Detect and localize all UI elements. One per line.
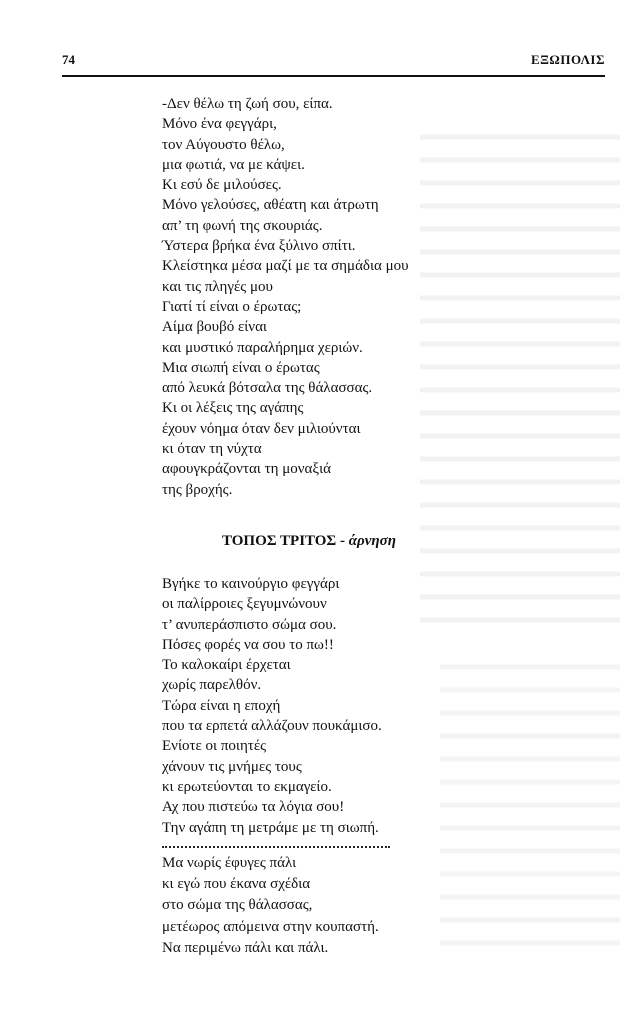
poem-line: και μυστικό παραλήρημα χεριών.	[162, 339, 363, 356]
poem-line: μετέωρος απόμεινα στην κουπαστή.	[162, 918, 379, 935]
page-number: 74	[62, 52, 75, 67]
poem-stanza-one	[162, 94, 409, 500]
poem-stanza-two	[162, 574, 382, 838]
poem-line: χωρίς παρελθόν.	[162, 677, 262, 694]
poem-line: Ενίοτε οι ποιητές	[162, 738, 267, 755]
poem-line: Το καλοκαίρι έρχεται	[162, 657, 291, 674]
poem-line: της βροχής.	[162, 481, 233, 498]
poem-line: κι εγώ που έκανα σχέδια	[162, 876, 311, 893]
poem-line: Γιατί τί είναι ο έρωτας;	[162, 298, 302, 315]
poem-line: έχουν νόημα όταν δεν μιλιούνται	[162, 420, 361, 437]
dotted-separator	[162, 846, 390, 848]
poem-line: απ’ τη φωνή της σκουριάς.	[162, 217, 323, 234]
page-header	[62, 52, 605, 72]
poem-line: Μόνο γελούσες, αθέατη και άτρωτη	[162, 197, 379, 214]
poem-line: Την αγάπη τη μετράμε με τη σιωπή.	[162, 819, 379, 836]
poem-line: Να περιμένω πάλι και πάλι.	[162, 939, 329, 956]
poem-line: Τώρα είναι η εποχή	[162, 697, 281, 714]
poem-line: από λευκά βότσαλα της θάλασσας.	[162, 380, 373, 397]
running-title: ΕΞΩΠΟΛΙΣ	[530, 52, 605, 67]
header-rule	[62, 75, 605, 77]
poem-line: κι όταν τη νύχτα	[162, 441, 262, 458]
poem-line: τ’ ανυπεράσπιστο σώμα σου.	[162, 616, 337, 633]
poem-line: τον Αύγουστο θέλω,	[162, 136, 285, 153]
poem-stanza-three	[162, 853, 379, 959]
poem-line: μια φωτιά, να με κάψει.	[162, 156, 305, 173]
section-heading	[222, 533, 396, 550]
bleed-through-text	[420, 120, 620, 640]
poem-line: Αχ που πιστεύω τα λόγια σου!	[162, 799, 345, 816]
poem-line: Κλείστηκα μέσα μαζί με τα σημάδια μου	[162, 258, 409, 275]
poem-line: στο σώμα της θάλασσας,	[162, 897, 313, 914]
poem-line: αφουγκράζονται τη μοναξιά	[162, 461, 331, 478]
poem-line: οι παλίρροιες ξεγυμνώνουν	[162, 596, 327, 613]
poem-line: Μα νωρίς έφυγες πάλι	[162, 855, 297, 871]
poem-line: Κι οι λέξεις της αγάπης	[162, 400, 304, 417]
poem-line: Αίμα βουβό είναι	[162, 319, 267, 336]
poem-line: Κι εσύ δε μιλούσες.	[162, 177, 282, 194]
bleed-through-text-lower	[440, 650, 620, 950]
poem-line: και τις πληγές μου	[162, 278, 273, 295]
poem-line: Πόσες φορές να σου το πω!!	[162, 636, 334, 653]
section-separator: -	[336, 533, 349, 549]
poem-line: Βγήκε το καινούργιο φεγγάρι	[162, 576, 340, 592]
poem-line: χάνουν τις μνήμες τους	[162, 758, 302, 775]
poem-line: Ύστερα βρήκα ένα ξύλινο σπίτι.	[162, 238, 356, 255]
poem-line: -Δεν θέλω τη ζωή σου, είπα.	[162, 96, 333, 112]
section-subtitle: άρνηση	[348, 533, 396, 549]
section-title: ΤΟΠΟΣ ΤΡΙΤΟΣ	[222, 533, 337, 549]
poem-line: κι ερωτεύονται το εκμαγείο.	[162, 778, 332, 795]
poem-line: Μια σιωπή είναι ο έρωτας	[162, 359, 320, 376]
poem-line: που τα ερπετά αλλάζουν πουκάμισο.	[162, 718, 382, 735]
poem-line: Μόνο ένα φεγγάρι,	[162, 116, 277, 133]
